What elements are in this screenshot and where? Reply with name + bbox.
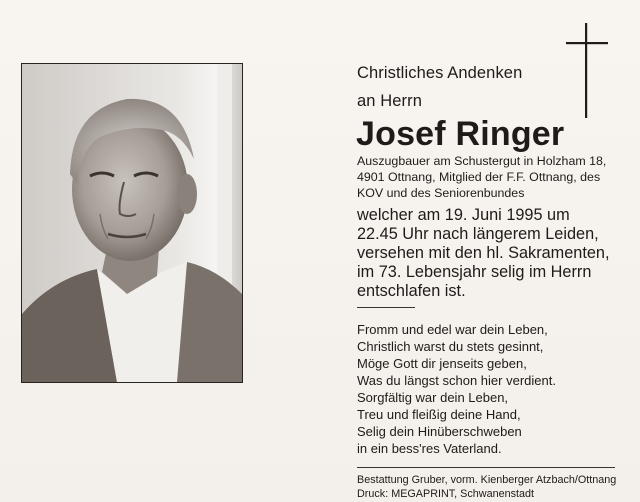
intro-an-herrn: an Herrn <box>357 92 422 110</box>
poem-line: Treu und fleißig deine Hand, <box>357 407 521 422</box>
divider-footer <box>357 467 615 468</box>
intro-christliches-andenken: Christliches Andenken <box>357 64 523 82</box>
poem-line: Fromm und edel war dein Leben, <box>357 322 548 337</box>
deceased-name: Josef Ringer <box>356 115 565 153</box>
death-line: entschlafen ist. <box>357 282 466 300</box>
death-line: 22.45 Uhr nach längerem Leiden, <box>357 225 599 243</box>
divider-short <box>357 307 415 308</box>
poem-line: Selig dein Hinüberschweben <box>357 424 522 439</box>
poem-line: Christlich warst du stets gesinnt, <box>357 339 544 354</box>
portrait-photo <box>21 63 243 383</box>
poem-line: Sorgfältig war dein Leben, <box>357 390 509 405</box>
poem-line: in ein bess'res Vaterland. <box>357 441 502 456</box>
poem-line: Was du längst schon hier verdient. <box>357 373 556 388</box>
poem-line: Möge Gott dir jenseits geben, <box>357 356 527 371</box>
footer-funeral-home: Bestattung Gruber, vorm. Kienberger Atzbach/Ottnang <box>357 474 617 486</box>
death-line: im 73. Lebensjahr selig im Herrn <box>357 263 592 281</box>
bio-line: KOV und des Seniorenbundes <box>357 186 525 200</box>
footer-printer: Druck: MEGAPRINT, Schwanenstadt <box>357 488 535 500</box>
death-line: welcher am 19. Juni 1995 um <box>357 206 570 224</box>
portrait-illustration <box>22 64 242 382</box>
bio-line: 4901 Ottnang, Mitglied der F.F. Ottnang, des <box>357 170 601 184</box>
latin-cross-icon <box>566 23 608 118</box>
bio-line: Auszugbauer am Schustergut in Holzham 18, <box>357 154 607 168</box>
death-line: versehen mit den hl. Sakramenten, <box>357 244 610 262</box>
